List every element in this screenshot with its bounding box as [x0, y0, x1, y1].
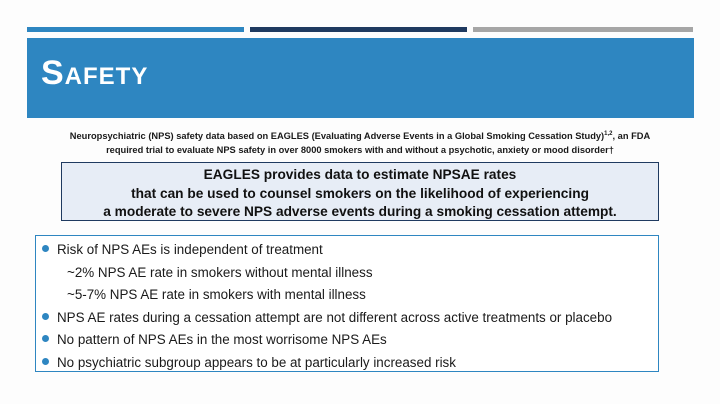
sub-bullet-item — [36, 262, 658, 285]
callout-line-3: a moderate to severe NPS adverse events during a smoking cessation attempt. — [103, 204, 617, 219]
sub-bullet-text: ~2% NPS AE rate in smokers without mental illness — [67, 264, 373, 280]
bullet-text: No psychiatric subgroup appears to be at particularly increased risk — [57, 354, 456, 370]
intro-text — [30, 127, 690, 157]
intro-line-2: required trial to evaluate NPS safety in over 8000 smokers with and without a psychotic, anxiety or mood disorder† — [106, 145, 614, 156]
intro-line-1-tail: , an FDA — [612, 131, 651, 142]
slide-title: Safety — [41, 54, 149, 92]
intro-line-1-text: Neuropsychiatric (NPS) safety data based on EAGLES (Evaluating Adverse Events in a Global Smoking Cessation Study) — [69, 131, 605, 142]
bullet-dot-icon — [42, 245, 49, 252]
bullet-dot-icon — [42, 313, 49, 320]
callout-box — [61, 162, 659, 221]
intro-superscript: 1,2 — [604, 131, 613, 137]
top-bar-navy — [250, 27, 467, 32]
sub-bullet-item — [36, 284, 658, 307]
bullet-list — [35, 235, 659, 372]
top-bar-blue — [27, 27, 244, 32]
bullet-text: No pattern of NPS AEs in the most worrisome NPS AEs — [57, 332, 387, 347]
callout-line-1: EAGLES provides data to estimate NPSAE rates — [203, 167, 517, 182]
intro-line-1 — [30, 127, 690, 143]
sub-bullet-text: ~5-7% NPS AE rate in smokers with mental illness — [67, 287, 366, 302]
bullet-dot-icon — [42, 358, 49, 365]
top-bar-gray — [473, 27, 693, 32]
bullet-item — [36, 307, 658, 330]
bullet-text: Risk of NPS AEs is independent of treatment — [57, 242, 323, 257]
callout-line-2: that can be used to counsel smokers on the likelihood of experiencing — [131, 185, 589, 201]
bullet-item — [36, 352, 658, 375]
bullet-dot-icon — [42, 335, 49, 342]
bullet-item — [36, 239, 658, 262]
title-band — [27, 38, 694, 118]
bullet-text: NPS AE rates during a cessation attempt are not different across active treatments or placebo — [57, 309, 613, 325]
bullet-item — [36, 329, 658, 352]
